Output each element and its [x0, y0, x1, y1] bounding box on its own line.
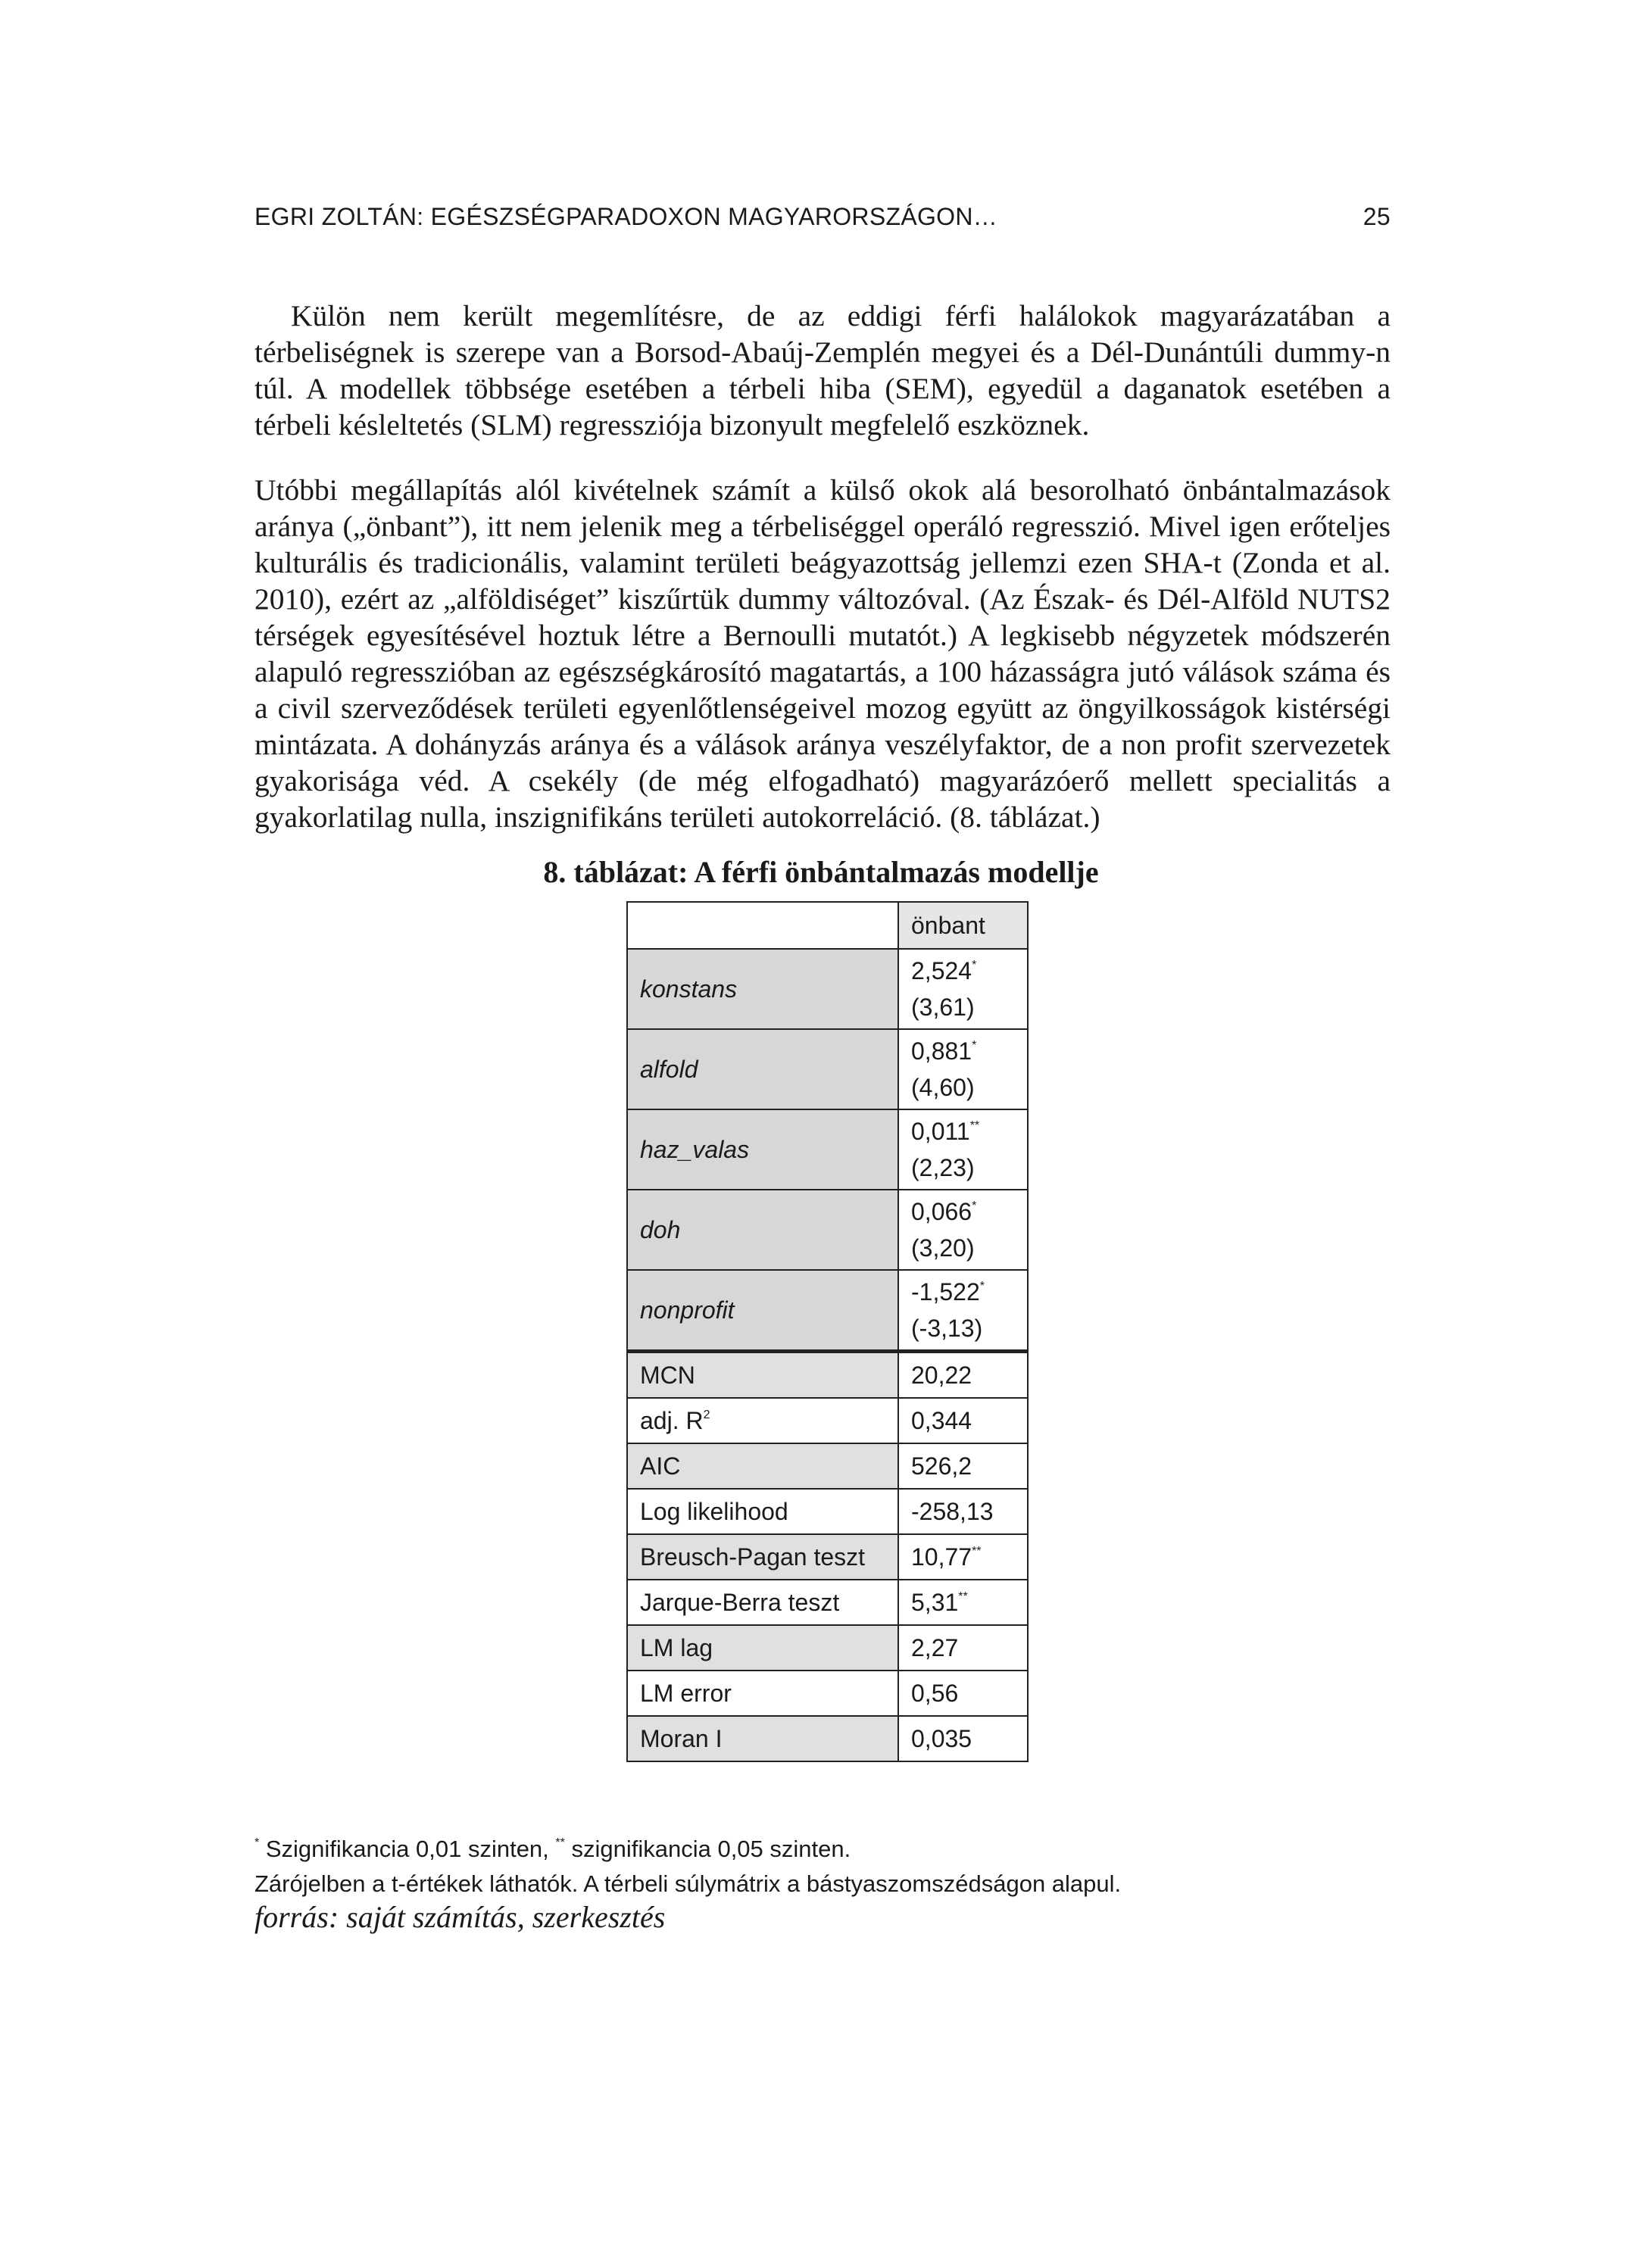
variable-name: haz_valas [627, 1109, 898, 1190]
stat-value-cell [898, 1716, 1028, 1761]
paragraph: Külön nem került megemlítésre, de az eddigi férfi halálokok magyarázatában a térbeliségnek is szerepe van a Borsod-Abaúj-Zemplén megyei és a Dél-Dunántúli dummy-n túl. A modellek többsége esetében a térbeli hiba (SEM), egyedül a daganatok esetében a térbeli késleltetés (SLM) regressziója bizonyult megfelelő eszköznek. [254, 299, 1391, 441]
note-text: Szignifikancia 0,01 szinten, [259, 1836, 556, 1862]
table-row [627, 1029, 1028, 1109]
stat-row [627, 1352, 1028, 1399]
table-row [627, 1190, 1028, 1270]
stat-value-cell [898, 1534, 1028, 1580]
stat-name: LM lag [627, 1625, 898, 1671]
coefficient-cell [898, 1190, 1028, 1270]
stat-row [627, 1443, 1028, 1489]
t-value: (2,23) [911, 1154, 975, 1181]
stat-row [627, 1534, 1028, 1580]
coefficient: -1,522 [911, 1278, 980, 1306]
running-title: EGRI ZOLTÁN: EGÉSZSÉGPARADOXON MAGYARORSZÁGON… [254, 203, 998, 230]
note-text: szignifikancia 0,05 szinten. [564, 1836, 851, 1862]
significance-marker: ** [972, 1544, 982, 1558]
coefficient: 0,011 [911, 1118, 970, 1145]
coefficient: 0,066 [911, 1198, 972, 1225]
t-value: (-3,13) [911, 1315, 983, 1342]
stat-row [627, 1580, 1028, 1625]
significance-marker: * [972, 1200, 977, 1212]
stat-value-cell [898, 1671, 1028, 1716]
running-header [254, 203, 1391, 236]
column-header: önbant [898, 902, 1028, 949]
stat-row [627, 1716, 1028, 1761]
significance-marker: * [254, 1836, 260, 1849]
model-table [626, 901, 1029, 1762]
significance-marker: * [972, 959, 977, 972]
significance-marker: * [972, 1039, 977, 1052]
significance-marker: ** [958, 1589, 968, 1603]
stat-value: 0,344 [911, 1406, 972, 1434]
stat-value: 526,2 [911, 1452, 972, 1480]
stat-row [627, 1671, 1028, 1716]
stat-name: LM error [627, 1671, 898, 1716]
t-value: (3,20) [911, 1234, 975, 1262]
stat-value-cell [898, 1580, 1028, 1625]
coefficient: 0,881 [911, 1037, 972, 1065]
stat-value: 20,22 [911, 1361, 972, 1389]
stat-value-cell [898, 1489, 1028, 1534]
significance-marker: * [979, 1280, 985, 1293]
stat-value: 10,77 [911, 1543, 972, 1571]
significance-marker: ** [555, 1836, 565, 1849]
stat-value-cell [898, 1398, 1028, 1443]
significance-note [254, 1836, 851, 1863]
stat-name: adj. R [640, 1406, 704, 1434]
table-caption: 8. táblázat: A férfi önbántalmazás modellje [543, 855, 1099, 889]
superscript: 2 [703, 1408, 710, 1421]
stat-row [627, 1398, 1028, 1443]
source-note: forrás: saját számítás, szerkesztés [254, 1900, 666, 1934]
stat-name-cell [627, 1398, 898, 1443]
stat-value: 2,27 [911, 1633, 959, 1661]
stat-name: Breusch-Pagan teszt [627, 1534, 898, 1580]
coefficient-cell [898, 1029, 1028, 1109]
significance-marker: ** [969, 1119, 980, 1132]
coefficient-cell [898, 1270, 1028, 1352]
table-row [627, 1270, 1028, 1352]
stat-name: Moran I [627, 1716, 898, 1761]
stat-row [627, 1489, 1028, 1534]
stat-value-cell [898, 1443, 1028, 1489]
stat-value-cell [898, 1625, 1028, 1671]
page-number: 25 [1363, 203, 1391, 230]
paragraph: Utóbbi megállapítás alól kivételnek számít a külső okok alá besorolható önbántalmazások aránya („önbant”), itt nem jelenik meg a térbeliséggel operáló regresszió. Mivel igen erőteljes kulturális és tradicionális, valamint területi beágyazottság jellemzi ezen SHA-t (Zonda et al. 2010), ezért az „alföldiséget” kiszűrtük dummy változóval. (Az Észak- és Dél-Alföld NUTS2 térségek egyesítésével hoztuk létre a Bernoulli mutatót.) A legkisebb négyzetek módszerén alapuló regresszióban az egészségkárosító magatartás, a 100 házasságra jutó válások száma és a civil szerveződések területi egyenlőtlenségeivel mozog együtt az öngyilkosságok kistérségi mintázata. A dohányzás aránya és a válások aránya veszélyfaktor, de a non profit szervezetek gyakorisága véd. A csekély (de még elfogadható) magyarázóerő mellett specialitás a gyakorlatilag nulla, inszignifikáns területi autokorreláció. (8. táblázat.) [254, 473, 1391, 834]
stat-value: -258,13 [911, 1497, 994, 1525]
table-row [627, 949, 1028, 1029]
table-row [627, 1109, 1028, 1190]
t-value: (3,61) [911, 994, 975, 1021]
stat-value: 0,56 [911, 1679, 959, 1707]
variable-name: konstans [627, 949, 898, 1029]
stat-row [627, 1625, 1028, 1671]
coefficient: 2,524 [911, 957, 972, 984]
coefficient-cell [898, 949, 1028, 1029]
stat-name: AIC [627, 1443, 898, 1489]
stat-value-cell [898, 1352, 1028, 1399]
t-value-note: Zárójelben a t-értékek láthatók. A térbeli súlymátrix a bástyaszomszédságon alapul. [254, 1870, 1122, 1897]
stat-name: Jarque-Berra teszt [627, 1580, 898, 1625]
header-empty-cell [627, 902, 898, 949]
t-value: (4,60) [911, 1074, 975, 1101]
variable-name: nonprofit [627, 1270, 898, 1352]
stat-name: Log likelihood [627, 1489, 898, 1534]
variable-name: alfold [627, 1029, 898, 1109]
stat-name: MCN [627, 1352, 898, 1399]
table-header-row [627, 902, 1028, 949]
variable-name: doh [627, 1190, 898, 1270]
stat-value: 5,31 [911, 1588, 959, 1616]
coefficient-cell [898, 1109, 1028, 1190]
stat-value: 0,035 [911, 1724, 972, 1752]
